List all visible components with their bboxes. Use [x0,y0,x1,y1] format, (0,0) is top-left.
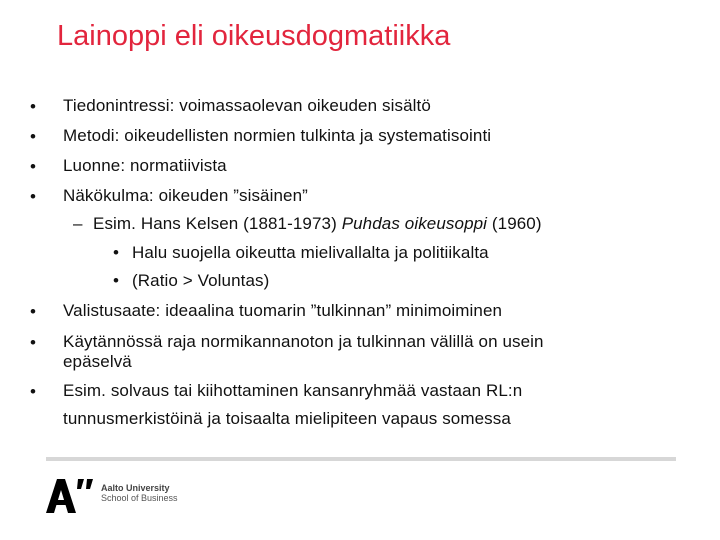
bullet-marker: • [30,97,36,116]
sub-item-kelsen-prefix: Esim. Hans Kelsen (1881-1973) [93,214,342,233]
bullet-item-7-line2: tunnusmerkistöinä ja toisaalta mielipiteen vapaus somessa [63,409,511,428]
dash-marker: – [73,214,83,233]
bullet-item-2: Metodi: oikeudellisten normien tulkinta ja systematisointi [63,126,492,145]
bullet-item-6-line2: epäselvä [63,352,132,371]
bullet-item-6-line1: Käytännössä raja normikannanoton ja tulkinnan välillä on usein [63,332,544,351]
footer-divider [46,457,676,461]
bullet-item-3: Luonne: normatiivista [63,156,227,175]
university-name [101,483,178,503]
bullet-marker: • [30,127,36,146]
sub-item-kelsen [93,214,542,234]
bullet-marker: • [30,302,36,321]
sub-item-kelsen-year: (1960) [487,214,542,233]
aalto-logo [46,478,96,514]
bullet-item-7-line1: Esim. solvaus tai kiihottaminen kansanryhmää vastaan RL:n [63,381,523,400]
bullet-marker: • [30,382,36,401]
bullet-marker: • [30,333,36,352]
bullet-item-1: Tiedonintressi: voimassaolevan oikeuden sisältö [63,96,431,115]
slide-title: Lainoppi eli oikeusdogmatiikka [57,20,451,52]
bullet-item-4: Näkökulma: oikeuden ”sisäinen” [63,186,308,205]
bullet-item-5: Valistusaate: ideaalina tuomarin ”tulkinnan” minimoiminen [63,301,503,320]
bullet-marker: • [113,271,119,290]
bullet-marker: • [30,187,36,206]
university-line-1: Aalto University [101,483,170,493]
subsub-item-1: Halu suojella oikeutta mielivallalta ja politiikalta [132,243,489,262]
book-title: Puhdas oikeusoppi [341,214,488,233]
bullet-marker: • [30,157,36,176]
subsub-item-2: (Ratio > Voluntas) [132,271,270,290]
bullet-marker: • [113,243,119,262]
university-line-2: School of Business [101,493,178,503]
